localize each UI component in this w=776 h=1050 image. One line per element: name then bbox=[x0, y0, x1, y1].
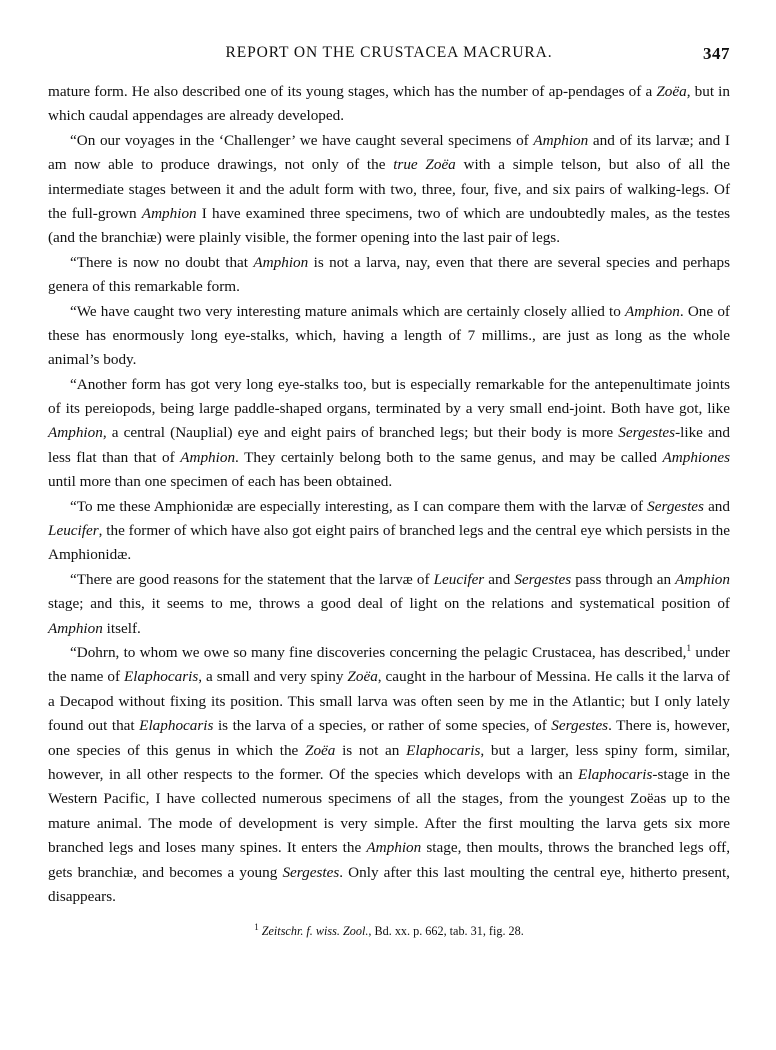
italic-term: Zoëa bbox=[347, 668, 378, 686]
text-run: “To me these Amphionidæ are especially interesting, as I can compare them with the larvæ of bbox=[70, 497, 648, 515]
italic-term: Amphion bbox=[675, 570, 730, 588]
text-run: . One of these has enormously long eye-stalks, which, having a length of 7 millims., are just as long as the whole animal’s body. bbox=[48, 302, 730, 369]
text-run: and bbox=[484, 570, 515, 588]
italic-term: Amphion bbox=[48, 619, 103, 637]
italic-term: Zoëa bbox=[305, 741, 336, 759]
text-run: “Dohrn, to whom we owe so many fine discoveries concerning the pelagic Crustacea, has described, bbox=[70, 643, 687, 661]
text-run: . They certainly belong both to the same genus, and may be called bbox=[235, 448, 663, 466]
text-run: and bbox=[703, 497, 730, 515]
italic-term: Leucifer bbox=[433, 570, 485, 588]
italic-term: Elaphocaris bbox=[124, 668, 199, 686]
text-run: “There is now no doubt that bbox=[70, 253, 254, 271]
italic-term: Zoëa bbox=[656, 83, 687, 100]
text-run: , a small and very spiny bbox=[198, 668, 348, 686]
italic-term: Amphion bbox=[253, 253, 309, 271]
footnote-citation-detail: , Bd. xx. p. 662, tab. 31, fig. 28. bbox=[368, 924, 524, 939]
footnote-reference: 1 bbox=[686, 643, 692, 654]
italic-term: Sergestes bbox=[282, 863, 340, 881]
italic-term: Amphion bbox=[625, 302, 680, 320]
italic-term: Amphion bbox=[366, 839, 422, 857]
italic-term: Sergestes bbox=[618, 424, 676, 442]
italic-term: Amphion bbox=[48, 424, 103, 442]
text-run: . Only after this last moulting the central eye, hitherto present, disappears. bbox=[48, 863, 730, 905]
paragraph bbox=[48, 80, 730, 129]
paragraph bbox=[48, 373, 730, 495]
italic-term: Sergestes bbox=[647, 497, 704, 515]
italic-term: Elaphocaris bbox=[139, 717, 214, 735]
italic-term: Sergestes bbox=[551, 717, 609, 735]
text-run: “We have caught two very interesting mature animals which are certainly closely allied to bbox=[70, 302, 626, 320]
italic-term: true Zoëa bbox=[393, 156, 456, 174]
paragraph bbox=[48, 495, 730, 568]
paragraph bbox=[48, 300, 730, 373]
text-run: mature form. He also described one of its young stages, which has the number of ap-pendages of a bbox=[48, 83, 657, 100]
italic-term: Elaphocaris bbox=[578, 765, 653, 783]
body-text bbox=[48, 80, 730, 909]
italic-term: Amphion bbox=[533, 131, 589, 149]
text-run: “There are good reasons for the statement that the larvæ of bbox=[70, 570, 434, 588]
text-run: until more than one specimen of each has been obtained. bbox=[48, 473, 393, 491]
text-run: “Another form has got very long eye-stalks too, but is especially remarkable for the antepenultimate joints of its pereiopods, being large paddle-shaped organs, terminated by a very small end-joint. Both have got, like bbox=[48, 375, 730, 418]
paragraph bbox=[48, 251, 730, 300]
footnote-marker: 1 bbox=[254, 922, 259, 933]
italic-term: Amphion bbox=[180, 448, 236, 466]
paragraph bbox=[48, 129, 730, 251]
text-run: , caught in the harbour of Messina. He calls it the larva of a Decapod without fixing its position. This small larva was often seen by me in the Atlantic; but I only lately found out that bbox=[48, 668, 730, 735]
text-run: . There is, however, one species of this genus in which the bbox=[48, 717, 730, 759]
running-head: REPORT ON THE CRUSTACEA MACRURA. bbox=[225, 44, 553, 61]
italic-term: Sergestes bbox=[514, 570, 572, 588]
text-run: is the larva of a species, or rather of some species, of bbox=[213, 717, 552, 735]
text-run: I have examined three specimens, two of which are undoubtedly males, as the testes (and the branchiæ) were plainly visible, the former opening into the last pair of legs. bbox=[48, 204, 730, 247]
italic-term: Amphiones bbox=[662, 448, 730, 466]
text-run: stage, then moults, throws the branched legs off, gets branchiæ, and becomes a young bbox=[48, 839, 730, 881]
text-run: is not an bbox=[335, 741, 407, 759]
text-run: -stage in the Western Pacific, I have collected numerous specimens of all the stages, from the youngest Zoëas up to the mature animal. The mode of development is very simple. After the first moulting the larva gets six more branched legs and loses many spines. It enters the bbox=[48, 765, 730, 857]
page-number: 347 bbox=[703, 44, 730, 63]
text-run: stage; and this, it seems to me, throws a good deal of light on the relations and systematical position of bbox=[48, 595, 730, 613]
paragraph bbox=[48, 641, 730, 909]
text-run: and of its larvæ; and I am now able to produce drawings, not only of the bbox=[48, 131, 730, 174]
text-run: -like and less flat than that of bbox=[48, 424, 730, 466]
text-run: , a central (Nauplial) eye and eight pairs of branched legs; but their body is more bbox=[102, 424, 619, 442]
text-run: is not a larva, nay, even that there are several species and perhaps genera of this remarkable form. bbox=[48, 253, 730, 296]
page-header bbox=[48, 44, 730, 70]
paragraph bbox=[48, 568, 730, 641]
text-run: , but a larger, less spiny form, similar, however, in all other respects to the former. Of the species which develops with an bbox=[48, 741, 731, 783]
italic-term: Amphion bbox=[141, 204, 197, 222]
footnote-citation-title: Zeitschr. f. wiss. Zool. bbox=[261, 924, 369, 939]
italic-term: Elaphocaris bbox=[406, 741, 481, 759]
text-run: under the name of bbox=[48, 643, 730, 686]
text-run: “On our voyages in the ‘Challenger’ we have caught several specimens of bbox=[70, 131, 534, 149]
italic-term: Leucifer bbox=[48, 522, 99, 540]
footnote bbox=[48, 921, 730, 940]
text-run: , but in which caudal appendages are already developed. bbox=[48, 83, 730, 125]
text-run: itself. bbox=[102, 619, 141, 637]
text-run: pass through an bbox=[571, 570, 676, 588]
text-run: with a simple telson, but also of all the intermediate stages between it and the adult form with two, three, four, five, and six pairs of walking-legs. Of the full-grown bbox=[48, 156, 730, 222]
text-run: , the former of which have also got eight pairs of branched legs and the central eye which persists in the Amphionidæ. bbox=[48, 522, 730, 564]
